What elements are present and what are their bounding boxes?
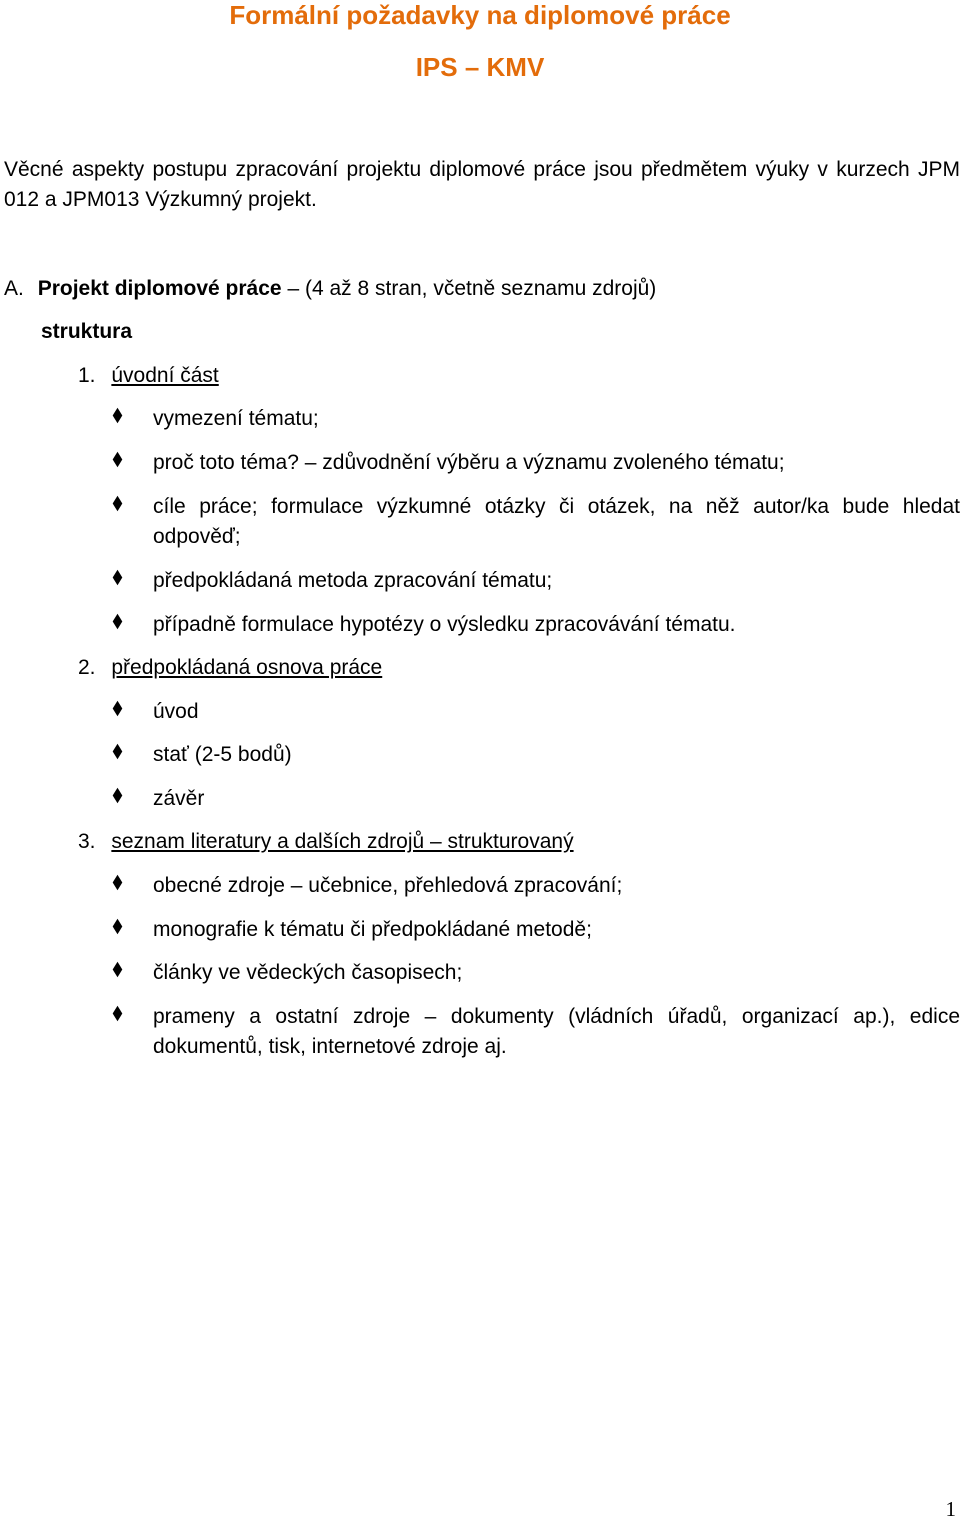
section-a-note: – (4 až 8 stran, včetně seznamu zdrojů) [281,277,657,300]
bullet-icon [113,408,123,424]
part-3-number: 3. [78,830,96,853]
list-item: proč toto téma? – zdůvodnění výběru a významu zvoleného tématu; [153,451,785,474]
bullet-icon [113,1006,123,1022]
bullet-icon [113,452,123,468]
bullet-icon [113,496,123,512]
section-a-marker: A. [4,277,24,300]
part-2-number: 2. [78,656,96,679]
bullet-icon [113,919,123,935]
list-item: monografie k tématu či předpokládané metodě; [153,918,592,941]
intro-paragraph: Věcné aspekty postupu zpracování projektu diplomové práce jsou předmětem výuky v kurzech JPM 012 a JPM013 Výzkumný projekt. [4,158,960,211]
page-number: 1 [945,1497,956,1521]
bullet-icon [113,788,123,804]
section-a-title: Projekt diplomové práce [37,277,282,300]
bullet-icon [113,614,123,630]
list-item: úvod [153,700,199,723]
bullet-icon [113,962,123,978]
bullet-icon [113,570,123,586]
part-3-heading [78,827,574,857]
document-subtitle: IPS – KMV [415,52,545,82]
list-item: vymezení tématu; [153,407,319,430]
part-3-title: seznam literatury a dalších zdrojů – strukturovaný [111,830,574,853]
bullet-icon [113,701,123,717]
list-item: články ve vědeckých časopisech; [153,961,463,984]
section-a-heading [4,274,656,304]
part-2-heading [78,653,382,683]
bullet-icon [113,744,123,760]
part-2-title: předpokládaná osnova práce [111,656,383,679]
list-item: cíle práce; formulace výzkumné otázky či otázek, na něž autor/ka bude hledat odpověď; [153,495,960,548]
part-1-title: úvodní část [111,364,219,387]
bullet-icon [113,875,123,891]
list-item: prameny a ostatní zdroje – dokumenty (vládních úřadů, organizací ap.), edice dokumentů, tisk, internetové zdroje aj. [153,1005,960,1058]
part-1-heading [78,361,219,391]
document-title: Formální požadavky na diplomové práce [229,0,731,30]
structure-label: struktura [41,320,133,343]
list-item: stať (2-5 bodů) [153,743,292,766]
list-item: závěr [153,787,205,810]
list-item: obecné zdroje – učebnice, přehledová zpracování; [153,874,623,897]
part-1-number: 1. [78,364,96,387]
list-item: případně formulace hypotézy o výsledku zpracovávání tématu. [153,613,736,636]
list-item: předpokládaná metoda zpracování tématu; [153,569,553,592]
